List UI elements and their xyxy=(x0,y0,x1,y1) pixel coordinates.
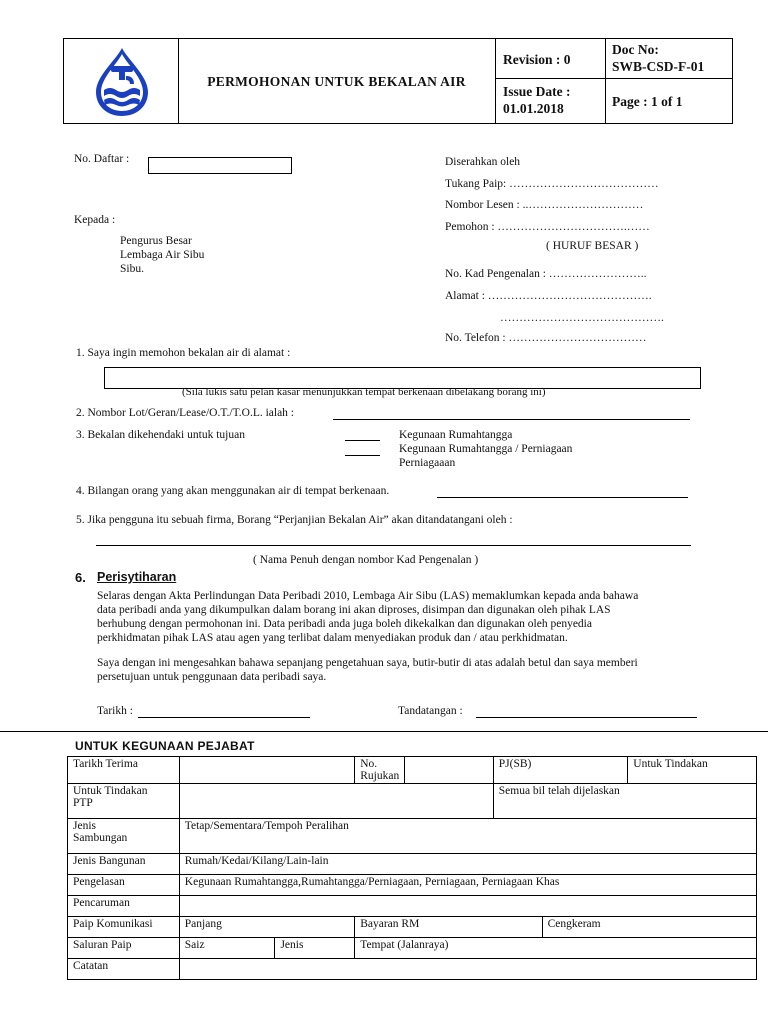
declaration-heading: Perisytiharan xyxy=(97,570,177,584)
jenis-label: Jenis xyxy=(275,938,355,959)
cell-label: Catatan xyxy=(68,959,180,980)
declaration-text: berhubung dengan permohonan ini. Data peribadi anda juga boleh dikekalkan dan digunakan oleh penyedia xyxy=(97,618,592,630)
jenis-sambungan-line1: Jenis xyxy=(73,820,96,832)
doc-no-value: SWB-CSD-F-01 xyxy=(612,59,705,74)
jenis-sambungan-line2: Sambungan xyxy=(73,832,128,844)
tempat-label: Tempat (Jalanraya) xyxy=(355,938,757,959)
address-line: Lembaga Air Sibu xyxy=(120,249,205,261)
telefon-field[interactable]: No. Telefon : ……………………………… xyxy=(445,332,647,344)
no-daftar-field[interactable] xyxy=(148,157,292,174)
item-5-label: 5. Jika pengguna itu sebuah firma, Borang “Perjanjian Bekalan Air” akan ditandatangani oleh : xyxy=(76,514,513,526)
form-title: PERMOHONAN UNTUK BEKALAN AIR xyxy=(207,74,466,89)
jenis-bangunan-value: Rumah/Kedai/Kilang/Lain-lain xyxy=(179,854,756,875)
office-use-heading: UNTUK KEGUNAAN PEJABAT xyxy=(75,739,255,753)
cell-label: PJ(SB) xyxy=(493,757,628,784)
declaration-text: perkhidmatan pihak LAS atau agen yang terlibat dalam menyediakan produk dan / atau perkhidmatan. xyxy=(97,632,568,644)
no-rujukan-value[interactable] xyxy=(405,757,494,784)
huruf-besar-note: ( HURUF BESAR ) xyxy=(546,240,639,252)
address-line: Sibu. xyxy=(120,263,144,275)
purpose-option: Perniagaaan xyxy=(399,457,456,469)
tarikh-line[interactable] xyxy=(138,717,310,718)
panjang-label: Panjang xyxy=(179,917,354,938)
declaration-text: Selaras dengan Akta Perlindungan Data Peribadi 2010, Lembaga Air Sibu (LAS) memaklumkan kepada anda bahawa xyxy=(97,590,639,602)
purpose-option: Kegunaan Rumahtangga / Perniagaan xyxy=(399,443,573,455)
water-drop-logo-icon xyxy=(90,44,154,118)
bayaran-label: Bayaran RM xyxy=(355,917,542,938)
saiz-label: Saiz xyxy=(179,938,275,959)
tarikh-terima-value[interactable] xyxy=(179,757,354,784)
header-divider xyxy=(495,38,496,124)
nombor-lesen-field[interactable]: Nombor Lesen : ..………………………… xyxy=(445,199,644,211)
item-3-label: 3. Bekalan dikehendaki untuk tujuan xyxy=(76,429,245,441)
declaration-number: 6. xyxy=(75,570,86,585)
tukang-paip-field[interactable]: Tukang Paip: ………………………………… xyxy=(445,178,659,190)
declaration-text: data peribadi anda yang dikumpulkan dalam borang ini akan diproses, disimpan dan digunakan oleh pihak LAS xyxy=(97,604,611,616)
item-1-label: 1. Saya ingin memohon bekalan air di alamat : xyxy=(76,347,291,359)
purpose-checkline-2[interactable] xyxy=(345,455,380,456)
section-separator xyxy=(0,731,768,732)
consent-text: persetujuan untuk penggunaan data peribadi saya. xyxy=(97,671,327,683)
lot-number-line[interactable] xyxy=(333,419,690,420)
purpose-option: Kegunaan Rumahtangga xyxy=(399,429,513,441)
diserahkan-label: Diserahkan oleh xyxy=(445,156,521,168)
cell-label xyxy=(68,784,180,819)
tandatangan-label: Tandatangan : xyxy=(398,705,463,717)
cengkeram-label: Cengkeram xyxy=(542,917,756,938)
address-line: Pengurus Besar xyxy=(120,235,192,247)
pencaruman-value[interactable] xyxy=(179,896,756,917)
people-count-line[interactable] xyxy=(437,497,688,498)
header-divider xyxy=(605,38,606,124)
alamat-field[interactable]: Alamat : ……………………………………. xyxy=(445,290,652,302)
cell-label: Saluran Paip xyxy=(68,938,180,959)
catatan-value[interactable] xyxy=(179,959,756,980)
item-1-note: (Sila lukis satu pelan kasar menunjukkan tempat berkenaan dibelakang borang ini) xyxy=(182,386,546,398)
alamat-field-line2[interactable]: ……………………………………. xyxy=(500,312,664,324)
header-divider xyxy=(495,78,733,79)
cell-label: Pencaruman xyxy=(68,896,180,917)
cell-label: Jenis Bangunan xyxy=(68,854,180,875)
cell-label: Paip Komunikasi xyxy=(68,917,180,938)
jenis-sambungan-value: Tetap/Sementara/Tempoh Peralihan xyxy=(179,819,756,854)
cell-label: No. Rujukan xyxy=(355,757,405,784)
cell-label: Untuk Tindakan xyxy=(628,757,757,784)
tarikh-label: Tarikh : xyxy=(97,705,133,717)
kad-pengenalan-field[interactable]: No. Kad Pengenalan : …………………….. xyxy=(445,268,647,280)
issue-date-label: Issue Date : xyxy=(503,84,571,99)
purpose-checkline-1[interactable] xyxy=(345,440,380,441)
revision-label: Revision : 0 xyxy=(503,52,571,67)
untuk-tindakan-ptp-value[interactable] xyxy=(179,784,493,819)
no-daftar-label: No. Daftar : xyxy=(74,153,130,165)
cell-label xyxy=(68,819,180,854)
page-number: Page : 1 of 1 xyxy=(612,94,683,109)
untuk-tindakan-ptp-line1: Untuk Tindakan xyxy=(73,785,148,797)
item-4-label: 4. Bilangan orang yang akan menggunakan air di tempat berkenaan. xyxy=(76,485,390,497)
untuk-tindakan-ptp-line2: PTP xyxy=(73,797,93,809)
tandatangan-line[interactable] xyxy=(476,717,697,718)
cell-label: Pengelasan xyxy=(68,875,180,896)
kepada-label: Kepada : xyxy=(74,214,116,226)
item-5-note: ( Nama Penuh dengan nombor Kad Pengenalan ) xyxy=(253,554,479,566)
las-logo xyxy=(90,44,154,118)
consent-text: Saya dengan ini mengesahkan bahawa sepanjang pengetahuan saya, butir-butir di atas adalah betul dan saya memberi xyxy=(97,657,638,669)
pemohon-field[interactable]: Pemohon : …………………………….…… xyxy=(445,221,650,233)
pengelasan-value: Kegunaan Rumahtangga,Rumahtangga/Perniagaan, Perniagaan, Perniagaan Khas xyxy=(179,875,756,896)
cell-label: Semua bil telah dijelaskan xyxy=(493,784,756,819)
issue-date-value: 01.01.2018 xyxy=(503,101,564,116)
office-use-table xyxy=(67,756,757,980)
firm-name-line[interactable] xyxy=(96,545,691,546)
cell-label: Tarikh Terima xyxy=(68,757,180,784)
item-2-label: 2. Nombor Lot/Geran/Lease/O.T./T.O.L. ialah : xyxy=(76,407,295,419)
doc-no-label: Doc No: xyxy=(612,42,659,57)
